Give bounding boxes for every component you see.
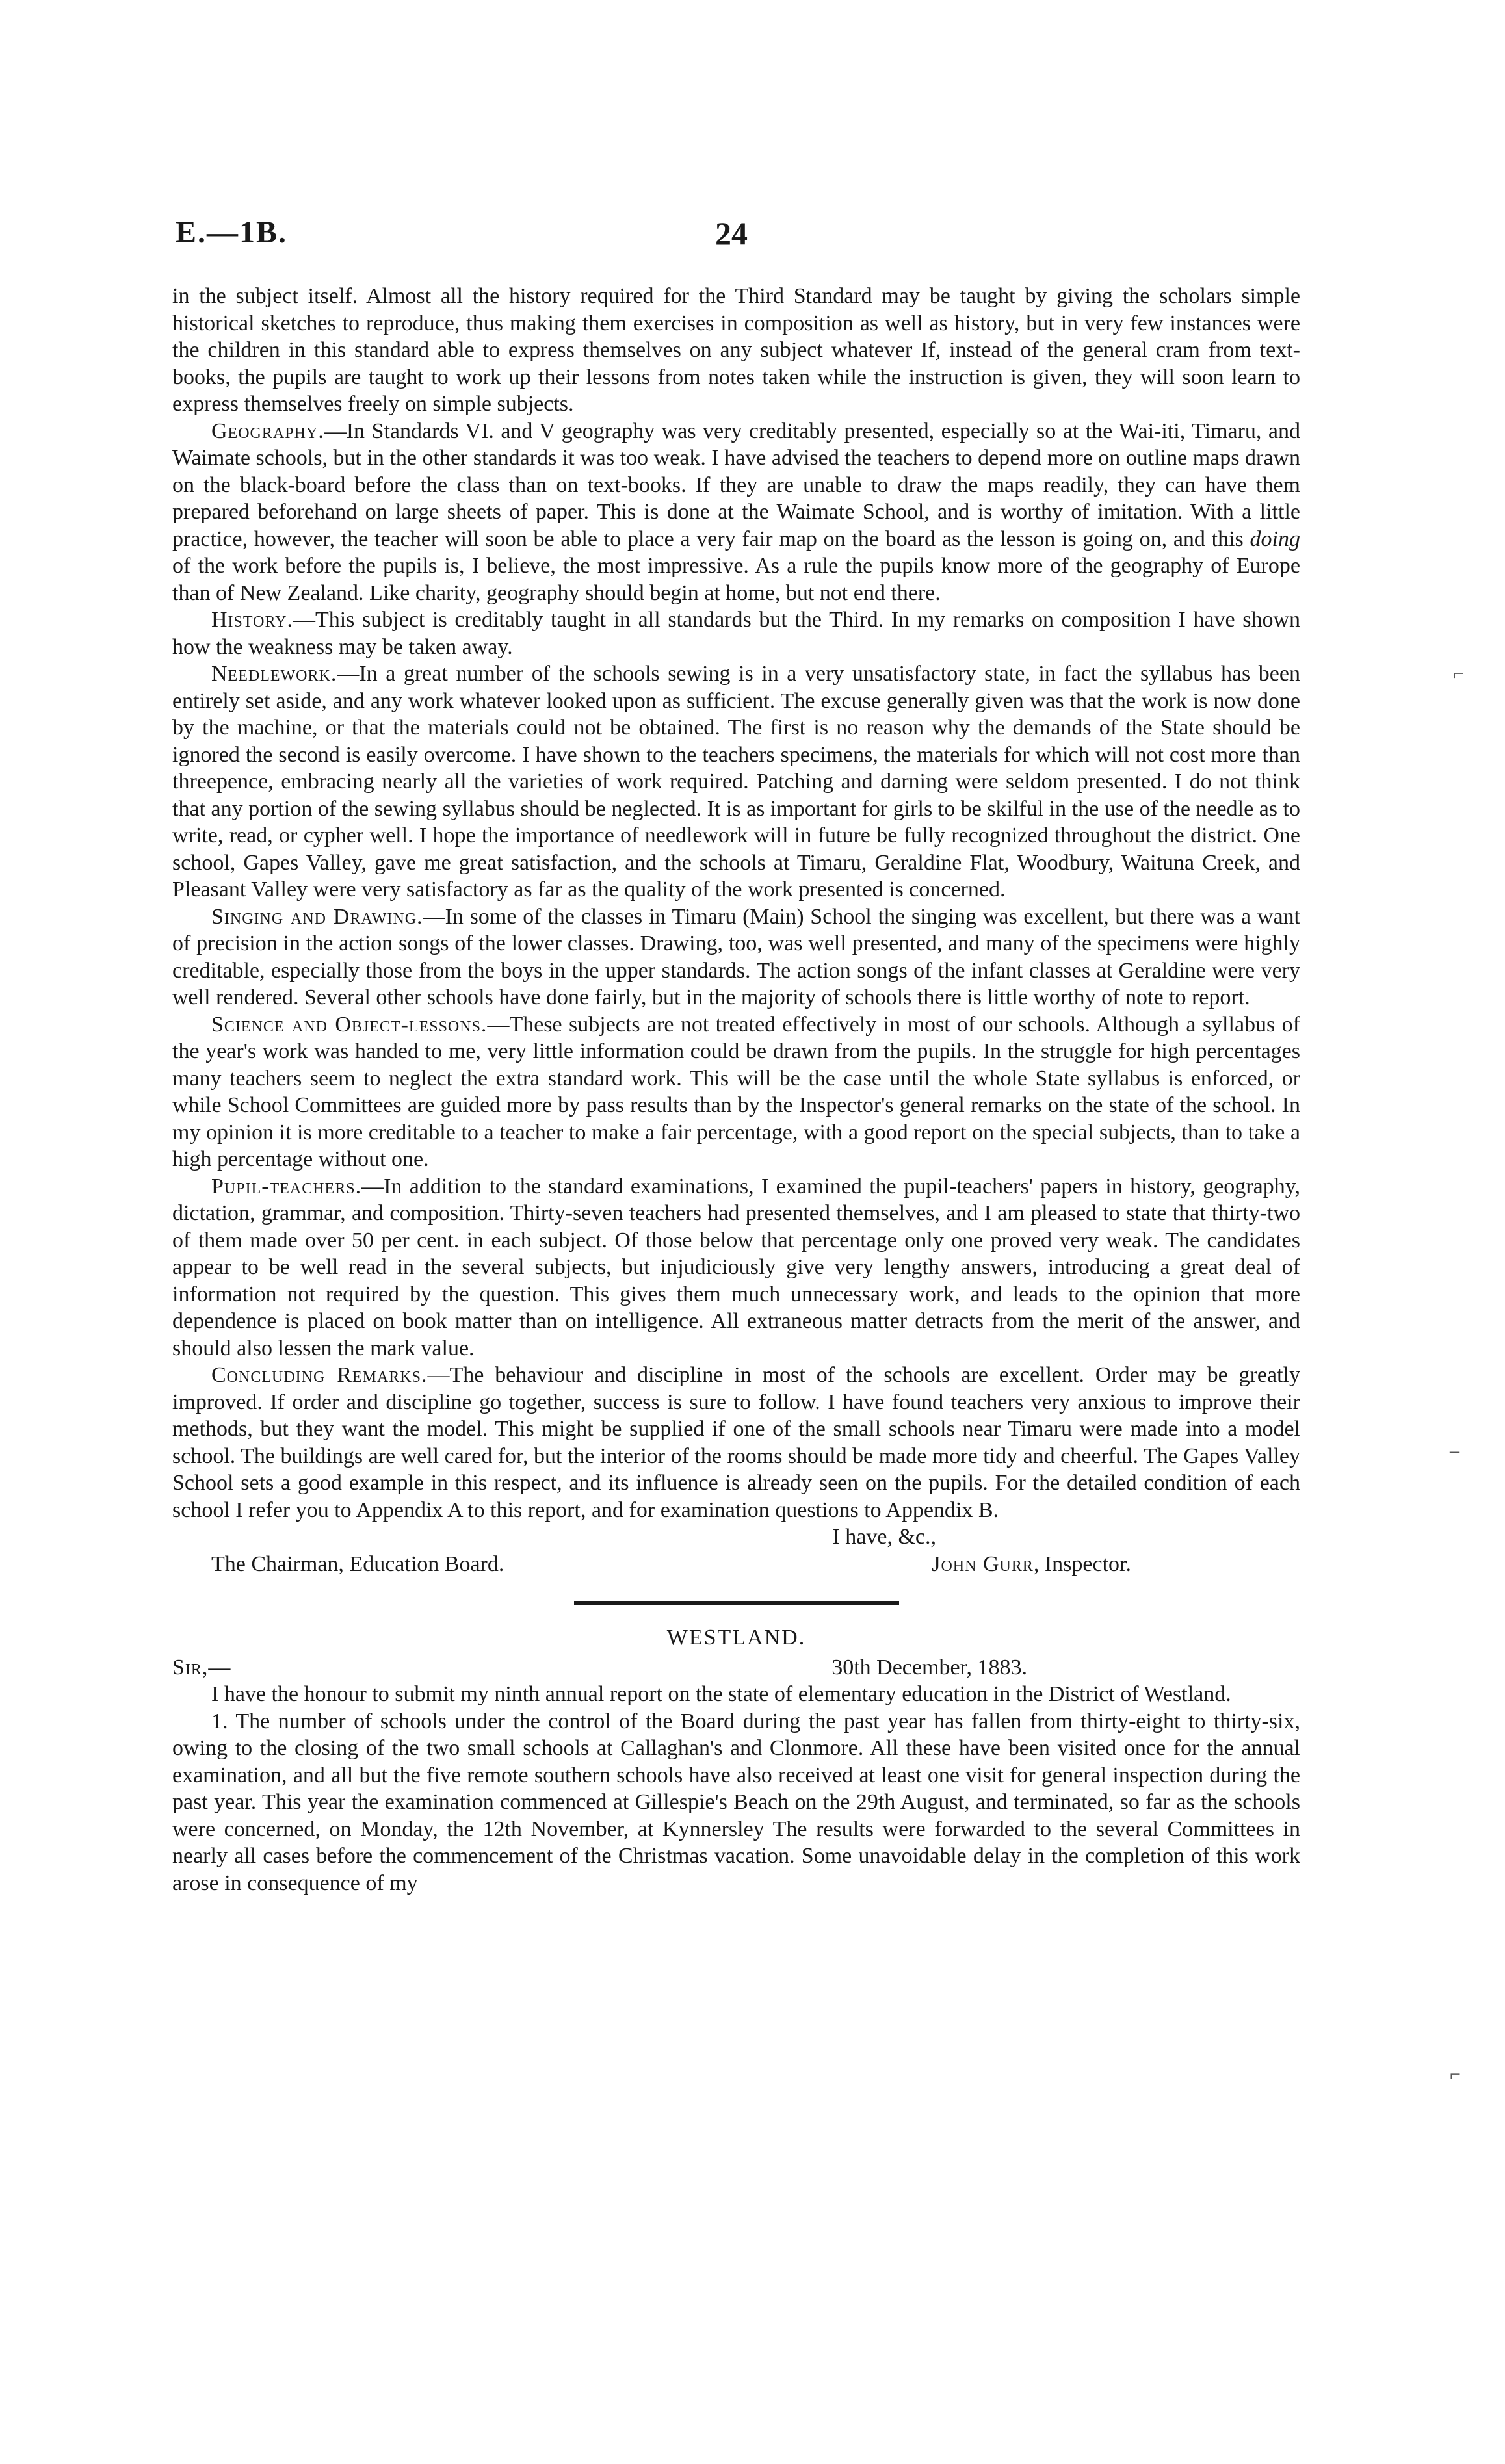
concluding-text: —The behaviour and discipline in most of the schools are excellent. Order may be greatly improved. If order and discipline go together, success is sure to follow. I have found teachers very anxious to improve their methods, but they want the model. This might be supplied if one of the small schools near Timaru were made into a model school. The buildings are well cared for, but the interior of the rooms should be made more tidy and cheerful. The Gapes Valley School sets a good example in this respect, and its influence is already seen on the pupils. For the detailed condition of each school I refer you to Appendix A to this report, and for examination questions to Appendix B. xyxy=(172,1363,1300,1522)
section-divider xyxy=(574,1601,899,1605)
margin-mark: ⌐ xyxy=(1453,663,1464,684)
geography-italic: doing xyxy=(1250,526,1300,551)
document-reference: E.—1B. xyxy=(176,215,288,250)
pupil-teachers-text: —In addition to the standard examinations, I examined the pupil-teachers' papers in history, geography, dictation, grammar, and composition. Thirty-seven teachers had presented themselves, and I am pleased to state that thirty-two of them made over 50 per cent. in each subject. Of those below that percentage only one proved very weak. The candidates appear to be well read in the several subjects, but injudiciously give very lengthy answers, introducing a great deal of information not required by the question. This gives them much unnecessary work, and leads to the opinion that more dependence is placed on book matter than on intelligence. All extraneous matter detracts from the merit of the answer, and should also lessen the mark value. xyxy=(172,1174,1300,1360)
report-date: 30th December, 1883. xyxy=(831,1655,1027,1679)
section-label-science: Science and Object-lessons. xyxy=(211,1012,488,1037)
page-number: 24 xyxy=(715,215,748,252)
section-label-geography: Geography. xyxy=(211,419,324,443)
section-label-needlework: Needlework. xyxy=(211,662,337,686)
paragraph-singing-drawing xyxy=(172,903,1300,1011)
needlework-text: —In a great number of the schools sewing is in a very unsatisfactory state, in fact the syllabus has been entirely set aside, and any work whatever looked upon as sufficient. The excuse generally given was that the work is now done by the machine, or that the materials could not be obtained. The first is no reason why the demands of the State should be ignored the second is easily overcome. I have shown to the teachers specimens, the materials for which will not cost more than threepence, embracing nearly all the varieties of work required. Patching and darning were seldom presented. I do not think that any portion of the sewing syllabus should be neglected. It is as important for girls to be skilful in the use of the needle as to write, read, or cypher well. I hope the importance of needlework will in future be fully recognized throughout the district. One school, Gapes Valley, gave me great satisfaction, and the schools at Timaru, Geraldine Flat, Woodbury, Waituna Creek, and Pleasant Valley were very satisfactory as far as the quality of the work presented is concerned. xyxy=(172,662,1300,901)
salutation: Sir,— xyxy=(172,1655,231,1679)
paragraph-history xyxy=(172,606,1300,660)
margin-mark: ⌐ xyxy=(1450,2064,1461,2085)
section-label-singing: Singing and Drawing. xyxy=(211,904,423,929)
westland-paragraph-1: I have the honour to submit my ninth annual report on the state of elementary education in the District of Westland. xyxy=(211,1682,1231,1706)
page-header xyxy=(169,214,1352,253)
closing-phrase: I have, &c., xyxy=(832,1525,936,1549)
closing-line xyxy=(172,1524,1300,1551)
paragraph-science xyxy=(172,1011,1300,1173)
section-label-pupil-teachers: Pupil-teachers. xyxy=(211,1174,362,1199)
geography-text: —In Standards VI. and V geography was very creditably presented, especially so at the Wai-iti, Timaru, and Waimate schools, but in the other standards it was too weak. I have advised the teachers to depend more on outline maps drawn on the black-board before the class than on text-books. If they are unable to draw the maps readily, they can have them prepared beforehand on large sheets of paper. This is done at the Waimate School, and is worthy of imitation. With a little practice, however, the teacher will soon be able to place a very fair map on the board as the lesson is going on, and this xyxy=(172,419,1300,551)
margin-mark: – xyxy=(1450,1440,1459,1461)
westland-heading: WESTLAND. xyxy=(666,1626,806,1650)
singing-text: —In some of the classes in Timaru (Main) School the singing was excellent, but there was a want of precision in the action songs of the lower classes. Drawing, too, was well presented, and many of the specimens were highly creditable, especially those from the boys in the upper standards. The action songs of the infant classes at Geraldine were very well rendered. Several other schools have done fairly, but in the majority of schools there is little worthy of note to report. xyxy=(172,904,1300,1009)
section-label-concluding: Concluding Remarks. xyxy=(211,1363,428,1387)
geography-text-after: of the work before the pupils is, I believe, the most impressive. As a rule the pupils know more of the geography of Europe than of New Zealand. Like charity, geography should begin at home, but not end there. xyxy=(172,554,1300,605)
paragraph-needlework xyxy=(172,660,1300,903)
westland-paragraph-2: 1. The number of schools under the control of the Board during the past year has fallen from thirty-eight to thirty-six, owing to the closing of the two small schools at Callaghan's and Clonmore. All these have been visited once for the annual examination, and all but the five remote southern schools have also received at least one visit for general inspection during the past year. This year the examination commenced at Gillespie's Beach on the 29th August, and terminated, so far as the schools were concerned, on Monday, the 12th November, at Kynnersley The results were forwarded to the several Committees in nearly all cases before the commencement of the Christmas vacation. Some unavoidable delay in the completion of this work arose in consequence of my xyxy=(172,1709,1300,1895)
science-text: —These subjects are not treated effectively in most of our schools. Although a syllabus of the year's work was handed to me, very little information could be drawn from the pupils. In the struggle for high percentages many teachers seem to neglect the extra standard work. This will be the case until the whole State syllabus is enforced, or while School Committees are guided more by pass results than by the Inspector's general remarks on the state of the school. In my opinion it is more creditable to a teacher to make a fair percentage, with a good report on the special subjects, than to take a high percentage without one. xyxy=(172,1012,1300,1171)
signature-title: , Inspector. xyxy=(1033,1551,1131,1576)
section-label-history: History. xyxy=(211,608,293,632)
page-body xyxy=(172,283,1300,1897)
signature-name: John Gurr xyxy=(932,1551,1034,1576)
paragraph-concluding xyxy=(172,1362,1300,1524)
history-text: —This subject is creditably taught in all standards but the Third. In my remarks on composition I have shown how the weakness may be taken away. xyxy=(172,608,1300,659)
signature-line xyxy=(172,1551,1300,1578)
addressee: The Chairman, Education Board. xyxy=(211,1551,504,1576)
paragraph-history-continued: in the subject itself. Almost all the history required for the Third Standard may be taught by giving the scholars simple historical sketches to reproduce, thus making them exercises in composition as well as history, but in very few instances were the children in this standard able to express themselves on any subject whatever If, instead of the general cram from text-books, the pupils are taught to work up their lessons from notes taken while the instruction is given, they will soon learn to express themselves freely on simple subjects. xyxy=(172,284,1300,416)
paragraph-geography xyxy=(172,418,1300,607)
signature xyxy=(932,1551,1131,1578)
paragraph-pupil-teachers xyxy=(172,1173,1300,1362)
salutation-line xyxy=(172,1654,1300,1681)
